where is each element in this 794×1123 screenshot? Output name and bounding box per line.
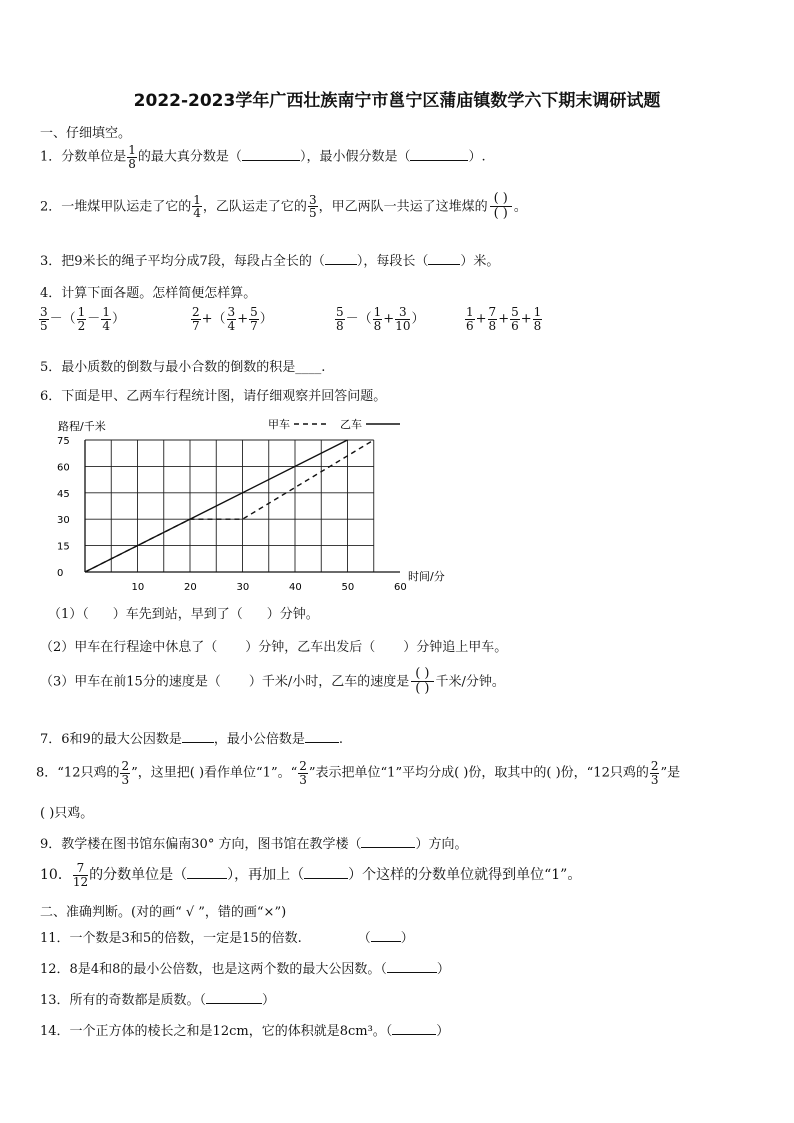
q1-text-a: 1．分数单位是 xyxy=(40,149,127,165)
q13-blank[interactable] xyxy=(206,1003,262,1004)
question-3 xyxy=(40,250,499,269)
q6-3-answer-fraction[interactable]: ( ) ( ) xyxy=(411,667,433,697)
question-6-3: （3）甲车在前15分的速度是（ ）千米/小时，乙车的速度是 ( ) ( ) 千米/分钟。 xyxy=(40,666,505,697)
x-tick-label: 60 xyxy=(394,582,407,593)
q11-blank[interactable] xyxy=(371,941,401,942)
question-6-1: （1）（ ）车先到站，早到了（ ）分钟。 xyxy=(48,607,319,622)
page-title: 2022-2023学年广西壮族南宁市邕宁区蒲庙镇数学六下期末调研试题 xyxy=(133,91,661,111)
q9-blank[interactable] xyxy=(361,847,415,848)
x-tick-label: 30 xyxy=(236,582,250,593)
question-4: 4．计算下面各题。怎样简便怎样算。 xyxy=(40,286,257,301)
series-line-jiache xyxy=(85,440,374,572)
q12-blank[interactable] xyxy=(387,972,437,973)
travel-chart xyxy=(40,412,470,598)
expression-4: $\frac{1}{6}$ + $\frac{7}{8}$ + $\frac{5}{6}$ + $\frac{1}{8}$ xyxy=(466,305,542,333)
q1-blank-1[interactable] xyxy=(242,160,300,161)
question-14: 14．一个正方体的棱长之和是12cm，它的体积就是8cm³。（ ） xyxy=(40,1024,450,1039)
question-11: 11．一个数是3和5的倍数，一定是15的倍数. （ ） xyxy=(40,931,414,946)
x-tick-label: 20 xyxy=(184,582,197,593)
y-tick-label: 45 xyxy=(57,488,70,500)
fraction-3-5: $\frac{3}{5}$ xyxy=(308,192,317,221)
question-7: 7．6和9的最大公因数是 ，最小公倍数是 . xyxy=(40,732,343,747)
question-8-cont: ( )只鸡。 xyxy=(40,806,94,821)
q7-blank-1[interactable] xyxy=(182,742,214,743)
section-2-heading: 二、准确判断。(对的画“ √ ”，错的画“×”) xyxy=(40,905,287,920)
legend-label: 乙车 xyxy=(340,418,362,431)
q1-text-c: ），最小假分数是（ xyxy=(299,149,411,165)
q3-text-c: ）米。 xyxy=(460,254,500,269)
question-5: 5．最小质数的倒数与最小合数的倒数的积是____. xyxy=(40,360,326,375)
q3-blank-1[interactable] xyxy=(325,264,357,265)
q2-text-b: ，乙队运走了它的 xyxy=(202,199,307,215)
q10-blank-1[interactable] xyxy=(187,878,227,879)
y-tick-label: 75 xyxy=(57,436,70,447)
question-12: 12．8是4和8的最小公倍数，也是这两个数的最大公因数。（ ） xyxy=(40,962,450,977)
q7-blank-2[interactable] xyxy=(305,742,339,743)
q2-text-c: ，甲乙两队一共运了这堆煤的 xyxy=(318,199,488,215)
x-axis-label: 时间/分 xyxy=(408,570,445,583)
x-tick-label: 50 xyxy=(341,582,355,593)
fraction-1-8: $\frac{1}{8}$ xyxy=(128,143,136,171)
question-10: 10． $\frac{7}{12}$ 的分数单位是（ ），再加上（ ）个这样的分数单位就得到单位“1”。 xyxy=(40,861,582,889)
section-1-heading: 一、仔细填空。 xyxy=(40,126,132,141)
q10-blank-2[interactable] xyxy=(304,878,348,879)
legend-label: 甲车 xyxy=(268,418,290,431)
y-tick-label: 15 xyxy=(57,541,70,553)
q3-blank-2[interactable] xyxy=(428,264,460,265)
question-2 xyxy=(40,192,527,222)
x-tick-label: 10 xyxy=(131,582,145,593)
q3-text-a: 3．把9米长的绳子平均分成7段，每段占全长的（ xyxy=(40,254,325,269)
question-1 xyxy=(40,144,486,170)
question-8: 8．“12只鸡的 $\frac{2}{3}$ ”，这里把( )看作单位“1”。“ $\frac{2}{3}$ ”表示把单位“1”平均分成( )份，取其中的( )份，“12只鸡的 $\frac{2}{3}$ ”是 xyxy=(36,759,681,787)
question-6-2: （2）甲车在行程途中休息了（ ）分钟，乙车出发后（ ）分钟追上甲车。 xyxy=(40,640,508,655)
y-tick-label: 60 xyxy=(57,462,70,474)
x-tick-label: 40 xyxy=(289,582,302,593)
q2-text-a: 2．一堆煤甲队运走了它的 xyxy=(40,199,192,215)
fraction-1-4: $\frac{1}{4}$ xyxy=(193,192,201,221)
q3-text-b: ），每段长（ xyxy=(356,254,429,269)
expression-3: $\frac{5}{8}$ －（ $\frac{1}{8}$ + $\frac{3}{10}$ ） xyxy=(336,305,425,333)
question-13: 13．所有的奇数都是质数。（ ） xyxy=(40,993,276,1008)
expression-2: $\frac{2}{7}$ +（ $\frac{3}{4}$ + $\frac{5}{7}$ ） xyxy=(192,305,273,333)
question-6: 6．下面是甲、乙两车行程统计图，请仔细观察并回答问题。 xyxy=(40,389,387,404)
q1-text-d: ）. xyxy=(468,149,486,165)
q2-text-d: 。 xyxy=(513,199,527,215)
q14-blank[interactable] xyxy=(392,1034,436,1035)
y-tick-label: 0 xyxy=(57,568,64,579)
question-9: 9．教学楼在图书馆东偏南30° 方向，图书馆在教学楼（ ）方向。 xyxy=(40,837,468,852)
q1-text-b: 的最大真分数是（ xyxy=(137,149,242,165)
expression-1: $\frac{3}{5}$ －（ $\frac{1}{2}$ － $\frac{1}{4}$ ） xyxy=(40,305,125,333)
y-axis-label: 路程/千米 xyxy=(58,420,106,433)
q1-blank-2[interactable] xyxy=(410,160,468,161)
y-tick-label: 30 xyxy=(57,515,70,527)
q2-answer-fraction[interactable]: ( ) ( ) xyxy=(490,192,512,222)
